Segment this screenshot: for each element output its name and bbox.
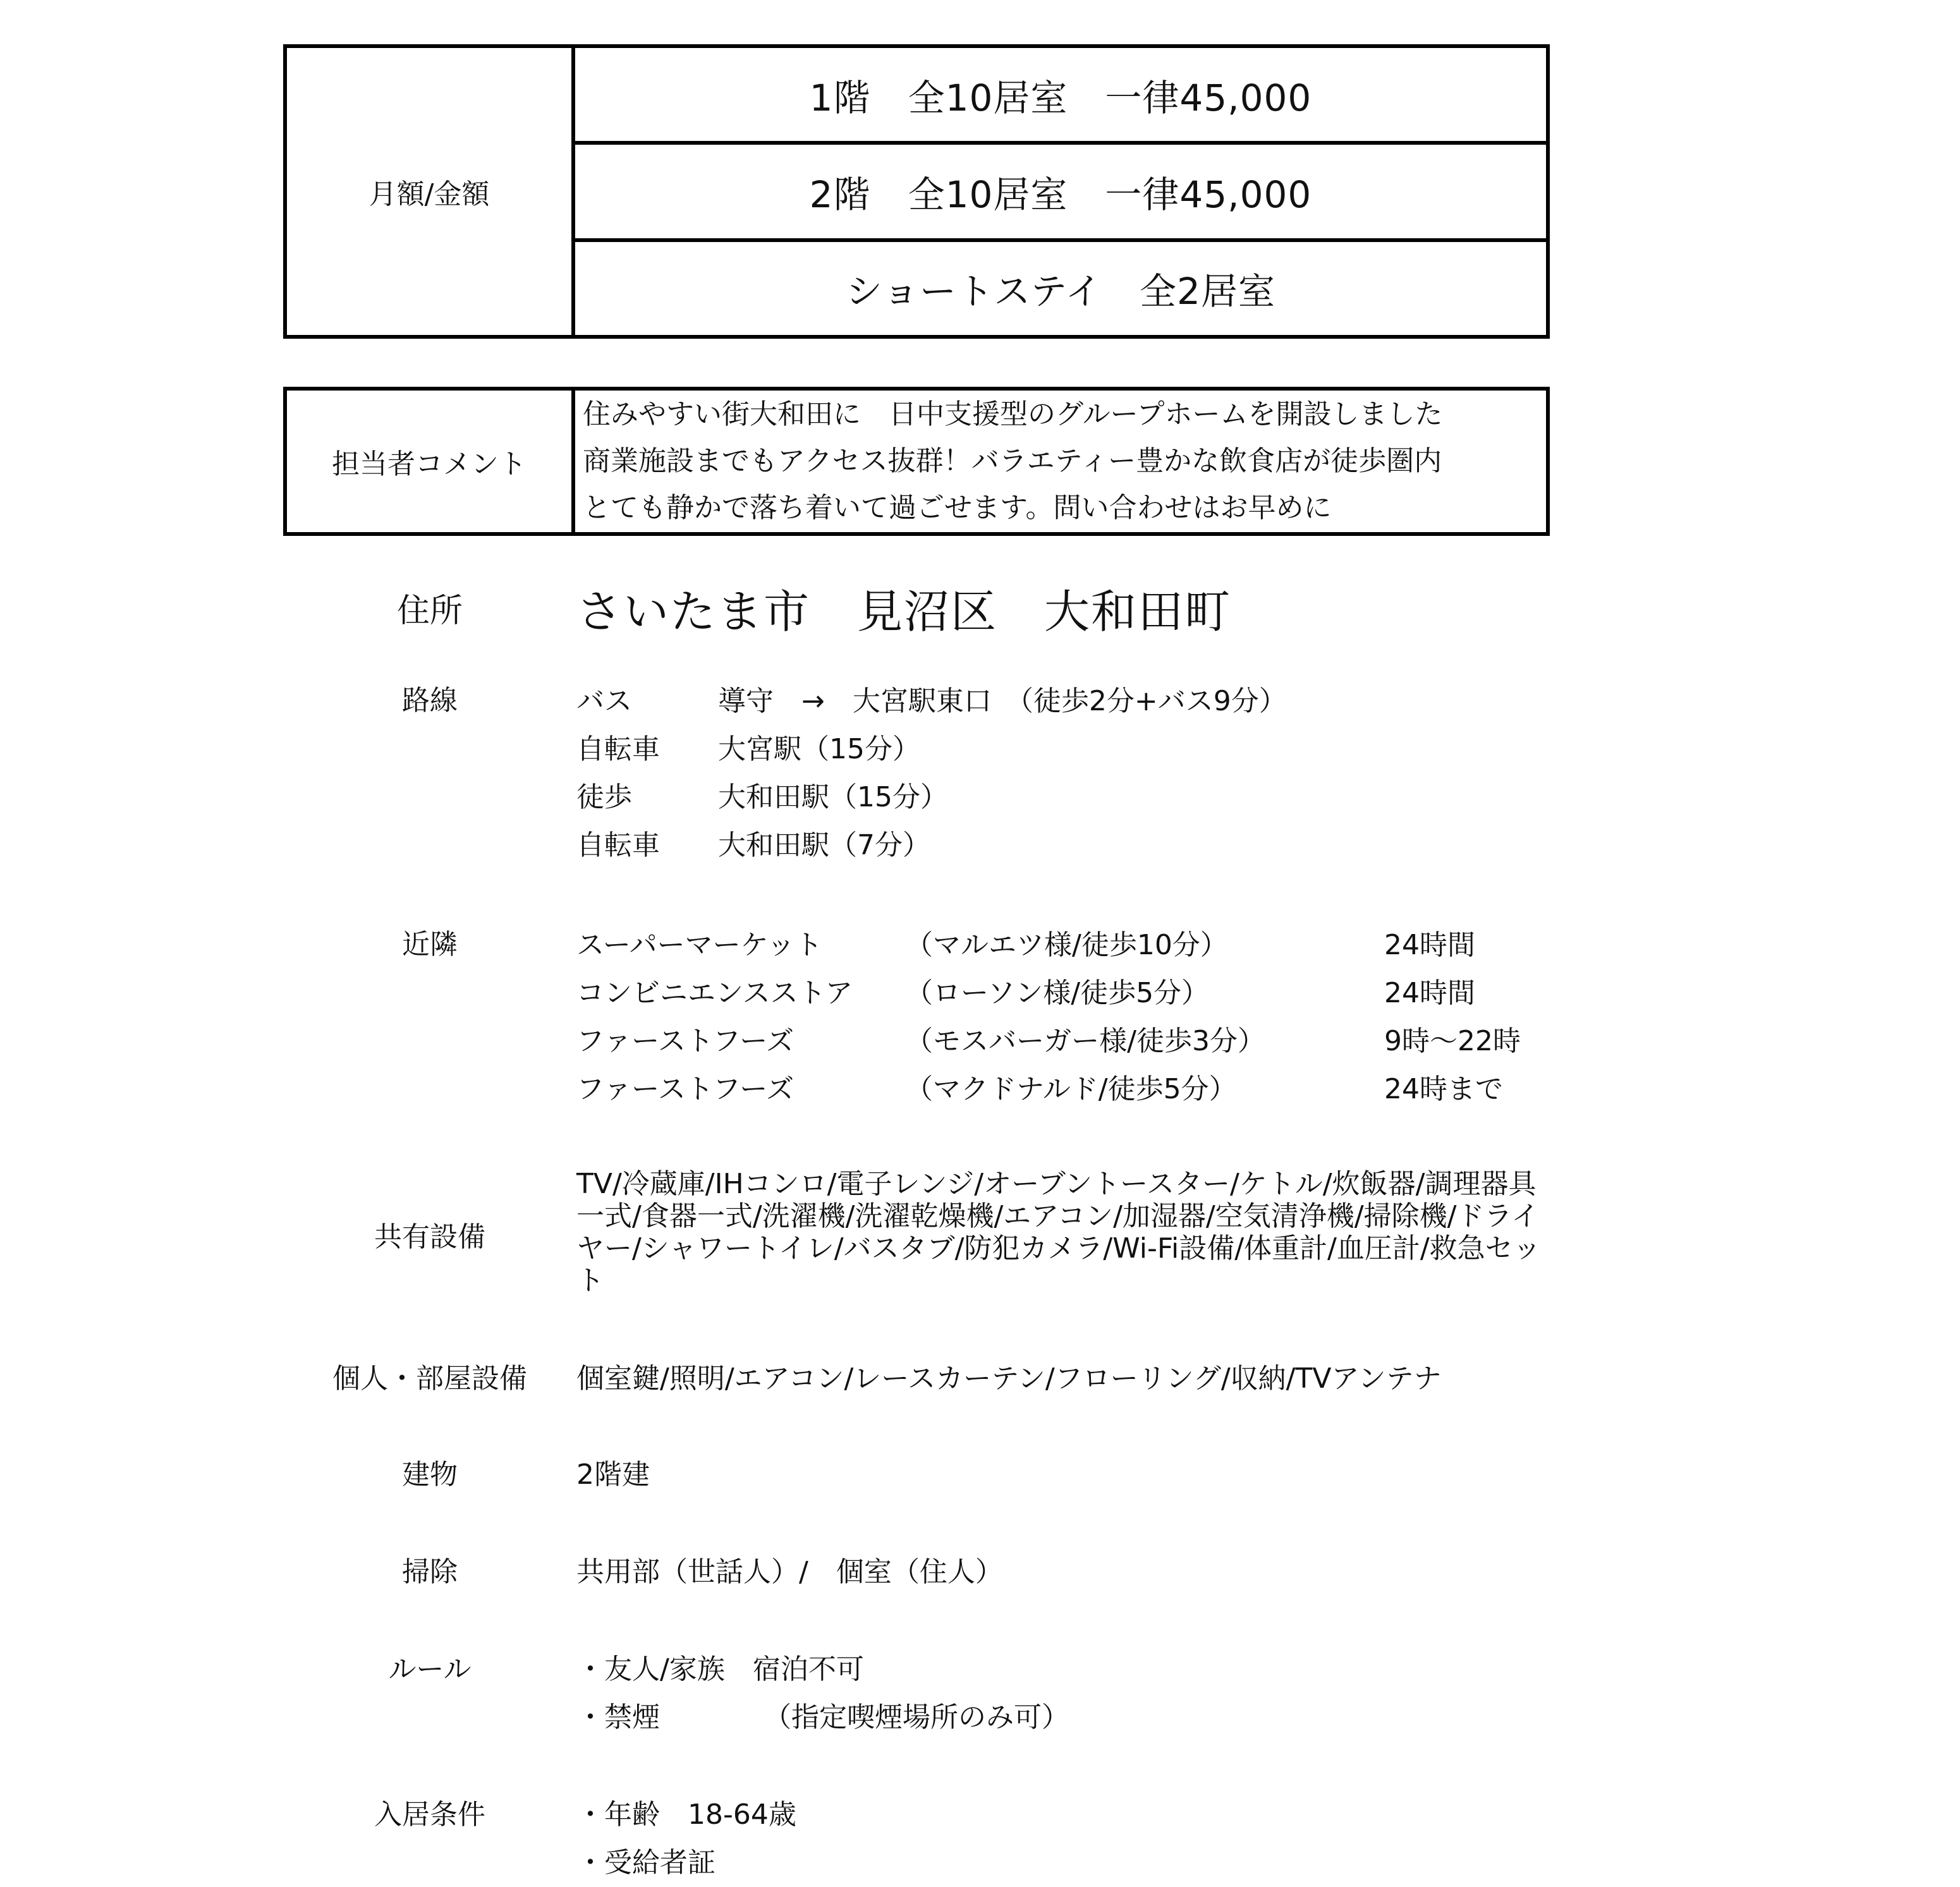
comment-label: 担当者コメント (287, 391, 575, 532)
fee-label: 月額/金額 (287, 48, 575, 335)
address-label: 住所 (396, 592, 463, 630)
building-label: 建物 (402, 1459, 458, 1491)
room-equipment-text: 個室鍵/照明/エアコン/レースカーテン/フローリング/収納/TVアンテナ (576, 1362, 1442, 1395)
room-label: 個人・部屋設備 (332, 1362, 527, 1395)
fee-row-floor1: 1階 全10居室 一律45,000 (809, 76, 1312, 119)
fee-row-shortstay: ショートステイ 全2居室 (575, 238, 1546, 335)
shared-equipment-text: TV/冷蔵庫/IHコンロ/電子レンジ/オーブントースター/ケトル/炊飯器/調理器具一式/食器一式/洗濯機/洗濯乾燥機/エアコン/加湿器/空気清浄機/掃除機/ドライヤー/シャワートイレ/バスタブ/防犯カメラ/Wi-Fi設備/体重計/血圧計/救急セット (576, 1168, 1541, 1297)
rule-text: ・禁煙 (576, 1701, 660, 1733)
cleaning-text: 共用部（世話人）/ 個室（住人） (576, 1556, 1003, 1588)
fee-table (283, 44, 1550, 339)
route-mode: 自転車 (576, 733, 660, 765)
conditions-list (576, 1791, 796, 1887)
condition-item: ・年齢 18-64歳 (576, 1799, 796, 1831)
rules-label: ルール (388, 1653, 472, 1685)
nearby-detail: （マクドナルド/徒歩5分） (905, 1073, 1237, 1105)
nearby-type: コンビニエンスストア (576, 977, 853, 1009)
nearby-detail: （モスバーガー様/徒歩3分） (905, 1025, 1265, 1057)
comment-line: 住みやすい街大和田に 日中支援型のグループホームを開設しました (583, 398, 1443, 430)
route-mode: 自転車 (576, 829, 660, 861)
address-value: さいたま市 見沼区 大和田町 (576, 585, 1232, 638)
fee-row-floor2: 2階 全10居室 一律45,000 (575, 141, 1546, 238)
nearby-hours: 24時まで (1384, 1073, 1503, 1105)
route-detail: 大和田駅（15分） (718, 781, 948, 813)
shared-label: 共有設備 (374, 1221, 485, 1253)
nearby-type: スーパーマーケット (576, 929, 823, 961)
route-mode: 徒歩 (576, 781, 632, 813)
building-text: 2階建 (576, 1459, 650, 1491)
nearby-hours: 24時間 (1384, 977, 1475, 1009)
route-detail: 大和田駅（7分） (718, 829, 930, 861)
nearby-type: ファーストフーズ (576, 1025, 794, 1057)
rule-note: （指定喫煙場所のみ可） (764, 1701, 1069, 1733)
conditions-label: 入居条件 (374, 1799, 485, 1831)
nearby-detail: （ローソン様/徒歩5分） (905, 977, 1210, 1009)
condition-item: ・受給者証 (576, 1847, 715, 1879)
nearby-hours: 24時間 (1384, 929, 1475, 961)
comment-line: とても静かで落ち着いて過ごせます。問い合わせはお早めに (583, 492, 1332, 524)
nearby-type: ファーストフーズ (576, 1073, 794, 1105)
comment-line: 商業施設までもアクセス抜群！バラエティー豊かな飲食店が徒歩圏内 (583, 445, 1442, 477)
nearby-hours: 9時～22時 (1384, 1025, 1521, 1057)
route-mode: バス (576, 685, 632, 717)
nearby-label: 近隣 (402, 928, 458, 961)
cleaning-label: 掃除 (402, 1556, 458, 1588)
routes-label: 路線 (402, 684, 458, 717)
route-detail: 導守 → 大宮駅東口 （徒歩2分+バス9分） (718, 685, 1287, 717)
nearby-detail: （マルエツ様/徒歩10分） (905, 929, 1228, 961)
comment-table (283, 387, 1550, 536)
rule-text: ・友人/家族 宿泊不可 (576, 1653, 864, 1685)
route-detail: 大宮駅（15分） (718, 733, 920, 765)
